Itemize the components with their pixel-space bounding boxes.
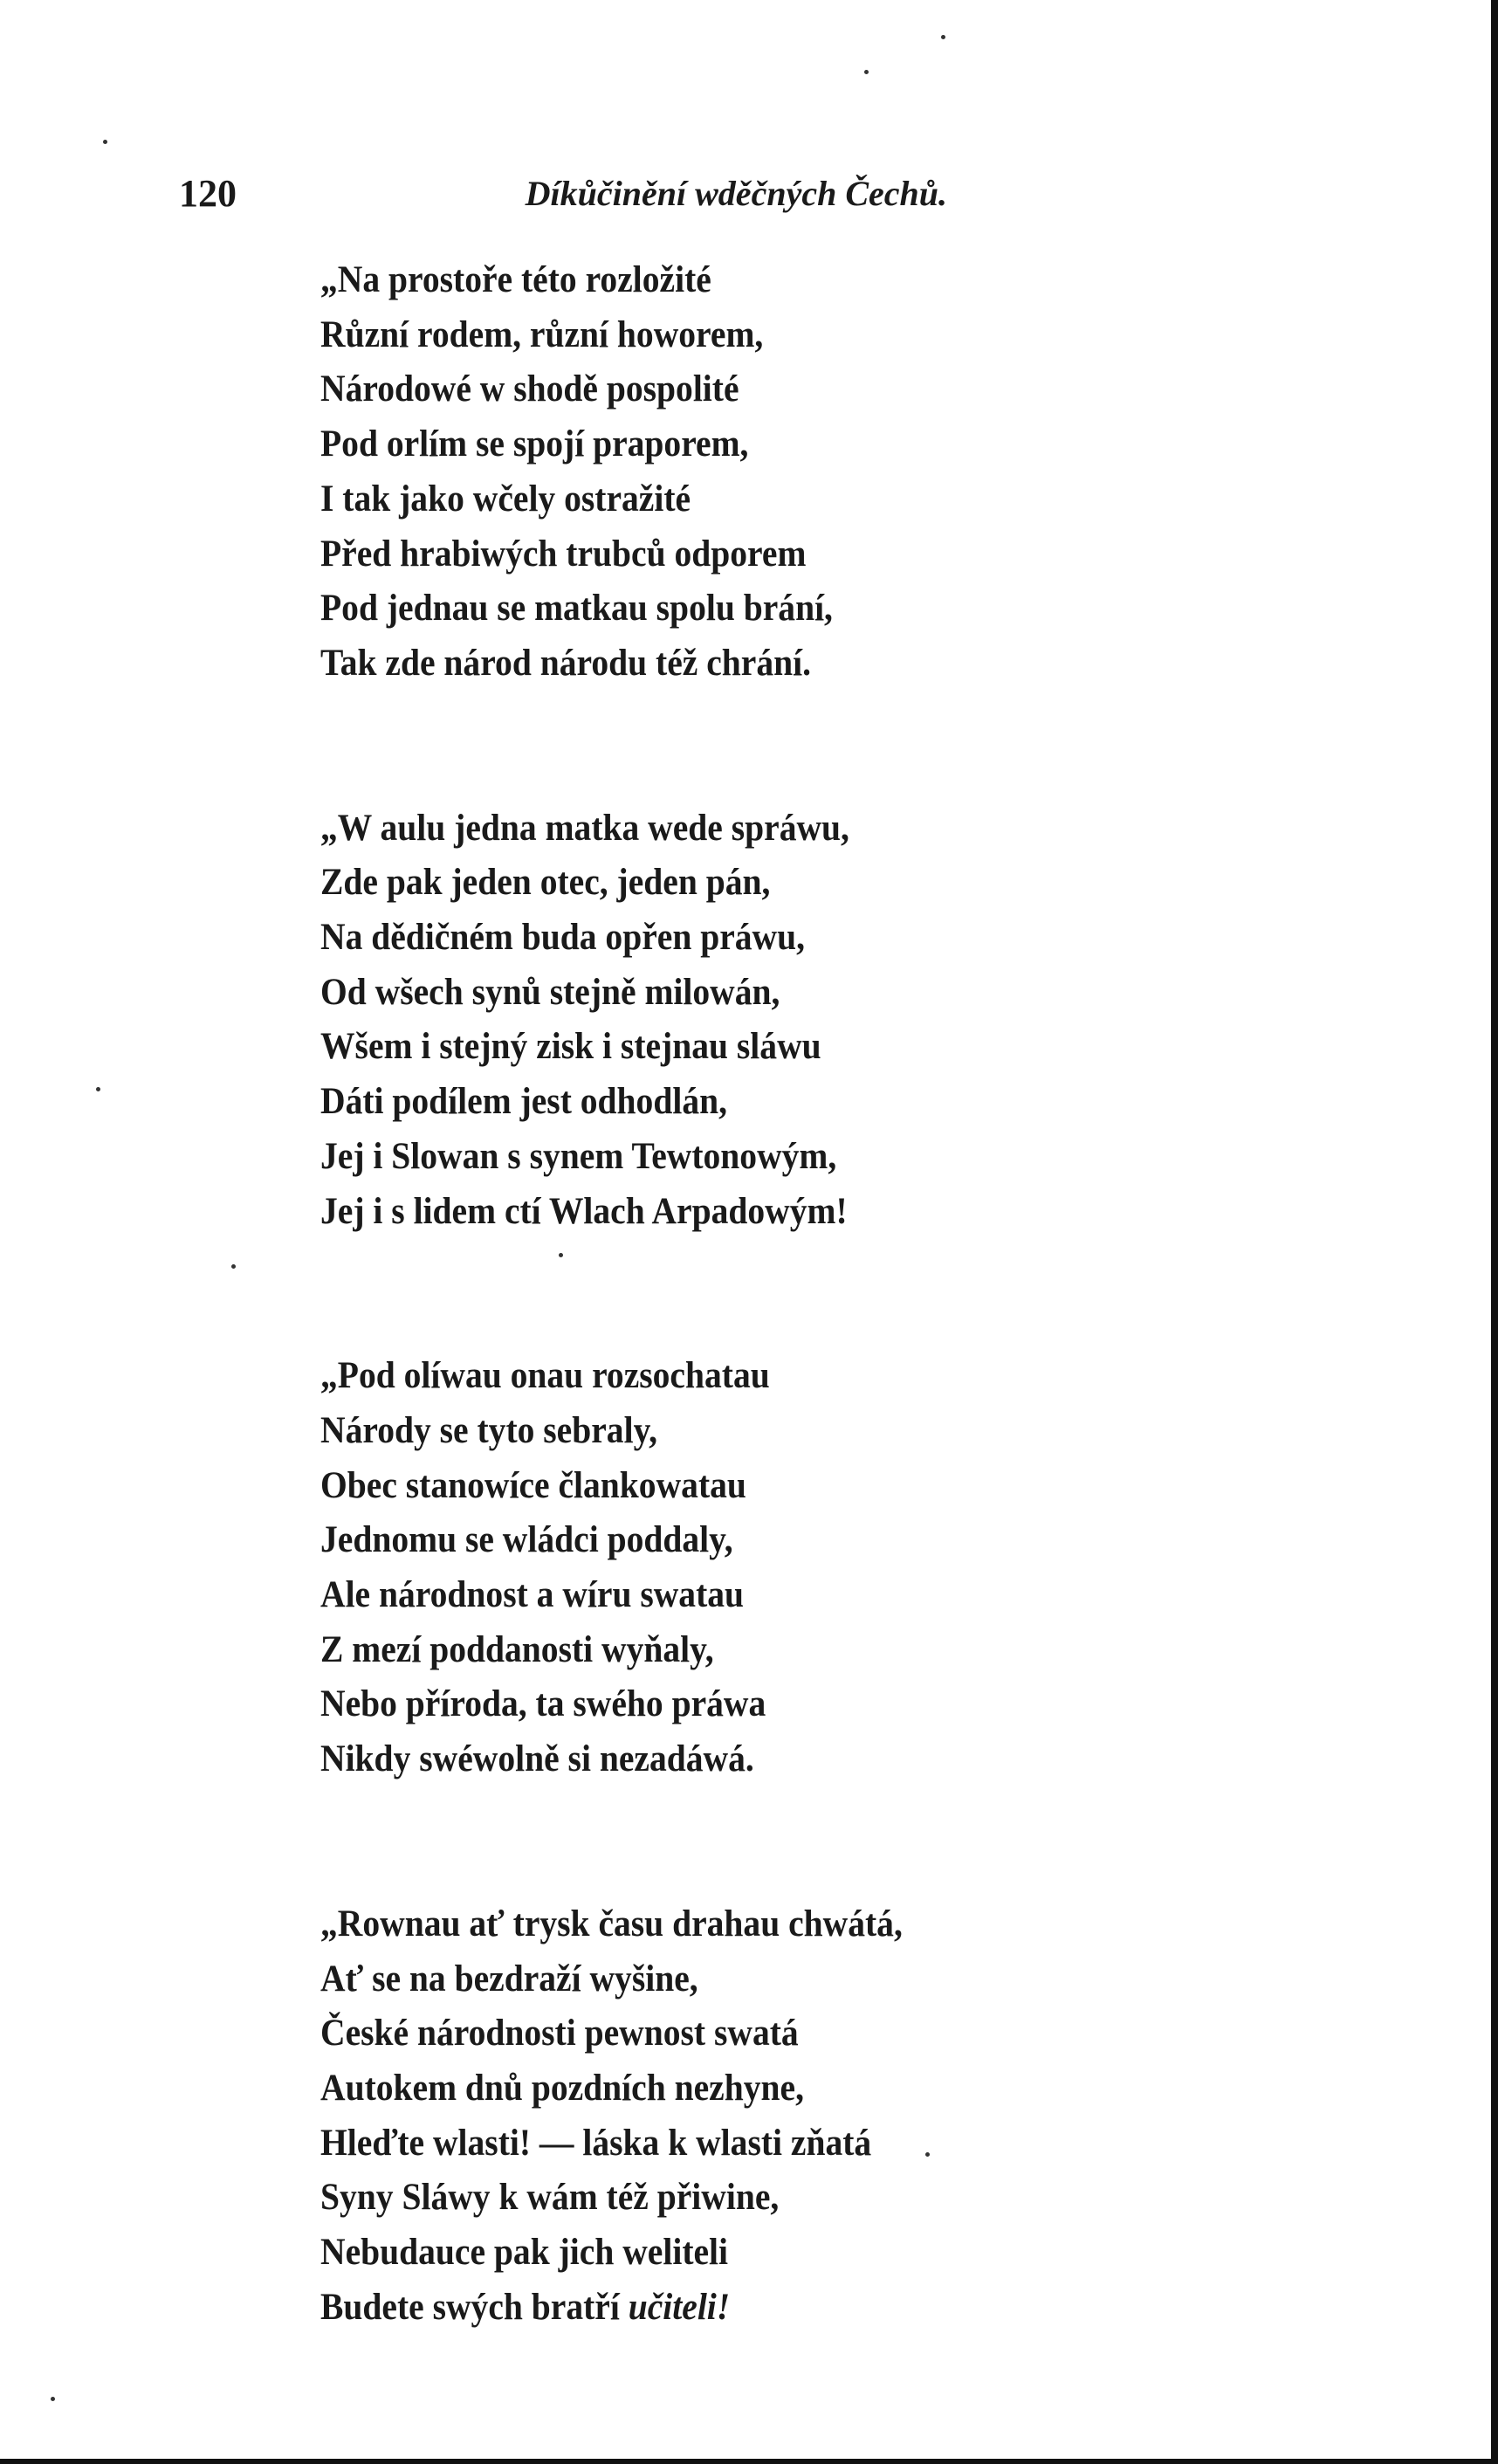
verse-line: Národy se tyto sebraly,: [320, 1409, 658, 1451]
poem-body: [320, 253, 1193, 2336]
verse-line: Autokem dnů pozdních nezhyne,: [320, 2067, 804, 2109]
verse-line: Před hrabiwých trubců odporem: [320, 533, 807, 575]
scan-speck: [51, 2397, 55, 2401]
final-line-text: Budete swých bratří: [320, 2286, 620, 2328]
verse-line: Pod orlím se spojí praporem,: [320, 423, 749, 465]
verse-line-final: [320, 2281, 1124, 2336]
verse-line: Národowé w shodě pospolité: [320, 368, 739, 410]
verse-line: Tak zde národ národu též chrání.: [320, 642, 812, 684]
scan-speck: [941, 35, 945, 39]
verse-line: Hleďte wlasti! — láska k wlasti zňatá: [320, 2122, 872, 2164]
verse-line: Dáti podílem jest odhodlán,: [320, 1081, 727, 1123]
verse-line: Syny Sláwy k wám též přiwine,: [320, 2177, 780, 2219]
verse-line: České národnosti pewnost swatá: [320, 2013, 799, 2054]
verse-line: „Na prostoře této rozložité: [320, 259, 711, 300]
page-edge-shadow: [1491, 0, 1498, 2464]
stanza-1: [320, 253, 1193, 692]
page-bottom-edge: [0, 2459, 1498, 2464]
page-header: [179, 168, 947, 220]
stanza-4: [320, 1897, 1193, 2336]
stanza-3: [320, 1349, 1193, 1787]
verse-line: I tak jako wčely ostražité: [320, 478, 691, 520]
verse-line: Z mezí poddanosti wyňaly,: [320, 1628, 714, 1670]
verse-line: Jej i Slowan s synem Tewtonowým,: [320, 1135, 837, 1177]
scan-speck: [103, 140, 107, 144]
verse-line: Od wšech synů stejně milowán,: [320, 971, 780, 1013]
verse-line: „Rownau ať trysk času drahau chwátá,: [320, 1903, 903, 1944]
scan-speck: [559, 1253, 563, 1257]
verse-line: Jednomu se wládci poddaly,: [320, 1519, 733, 1561]
stanza-2: [320, 802, 1193, 1240]
verse-line: Ať se na bezdraží wyšine,: [320, 1958, 698, 1999]
scan-speck: [96, 1087, 100, 1091]
verse-line: Nebo příroda, ta swého práwa: [320, 1683, 766, 1725]
verse-line: Obec stanowíce člankowatau: [320, 1464, 746, 1506]
verse-line: „W aulu jedna matka wede spráwu,: [320, 807, 849, 849]
verse-line: Wšem i stejný zisk i stejnau sláwu: [320, 1026, 821, 1068]
verse-line: „Pod olíwau onau rozsochatau: [320, 1355, 770, 1397]
final-emphasis: učiteli!: [628, 2286, 731, 2328]
verse-line: Pod jednau se matkau spolu brání,: [320, 588, 833, 630]
verse-line: Různí rodem, různí howorem,: [320, 313, 764, 355]
running-title: Díkůčinění wděčných Čechů.: [525, 174, 947, 213]
verse-line: Zde pak jeden otec, jeden pán,: [320, 862, 771, 904]
verse-line: Nebudauce pak jich weliteli: [320, 2232, 729, 2274]
verse-line: Ale národnost a wíru swatau: [320, 1574, 745, 1616]
scan-speck: [864, 70, 869, 74]
scan-speck: [925, 2152, 930, 2157]
verse-line: Na dědičném buda opřen práwu,: [320, 917, 806, 959]
verse-line: Nikdy swéwolně si nezadáwá.: [320, 1738, 754, 1780]
verse-line: Jej i s lidem ctí Wlach Arpadowým!: [320, 1190, 848, 1232]
page-number: 120: [179, 172, 237, 215]
scan-speck: [231, 1264, 236, 1269]
